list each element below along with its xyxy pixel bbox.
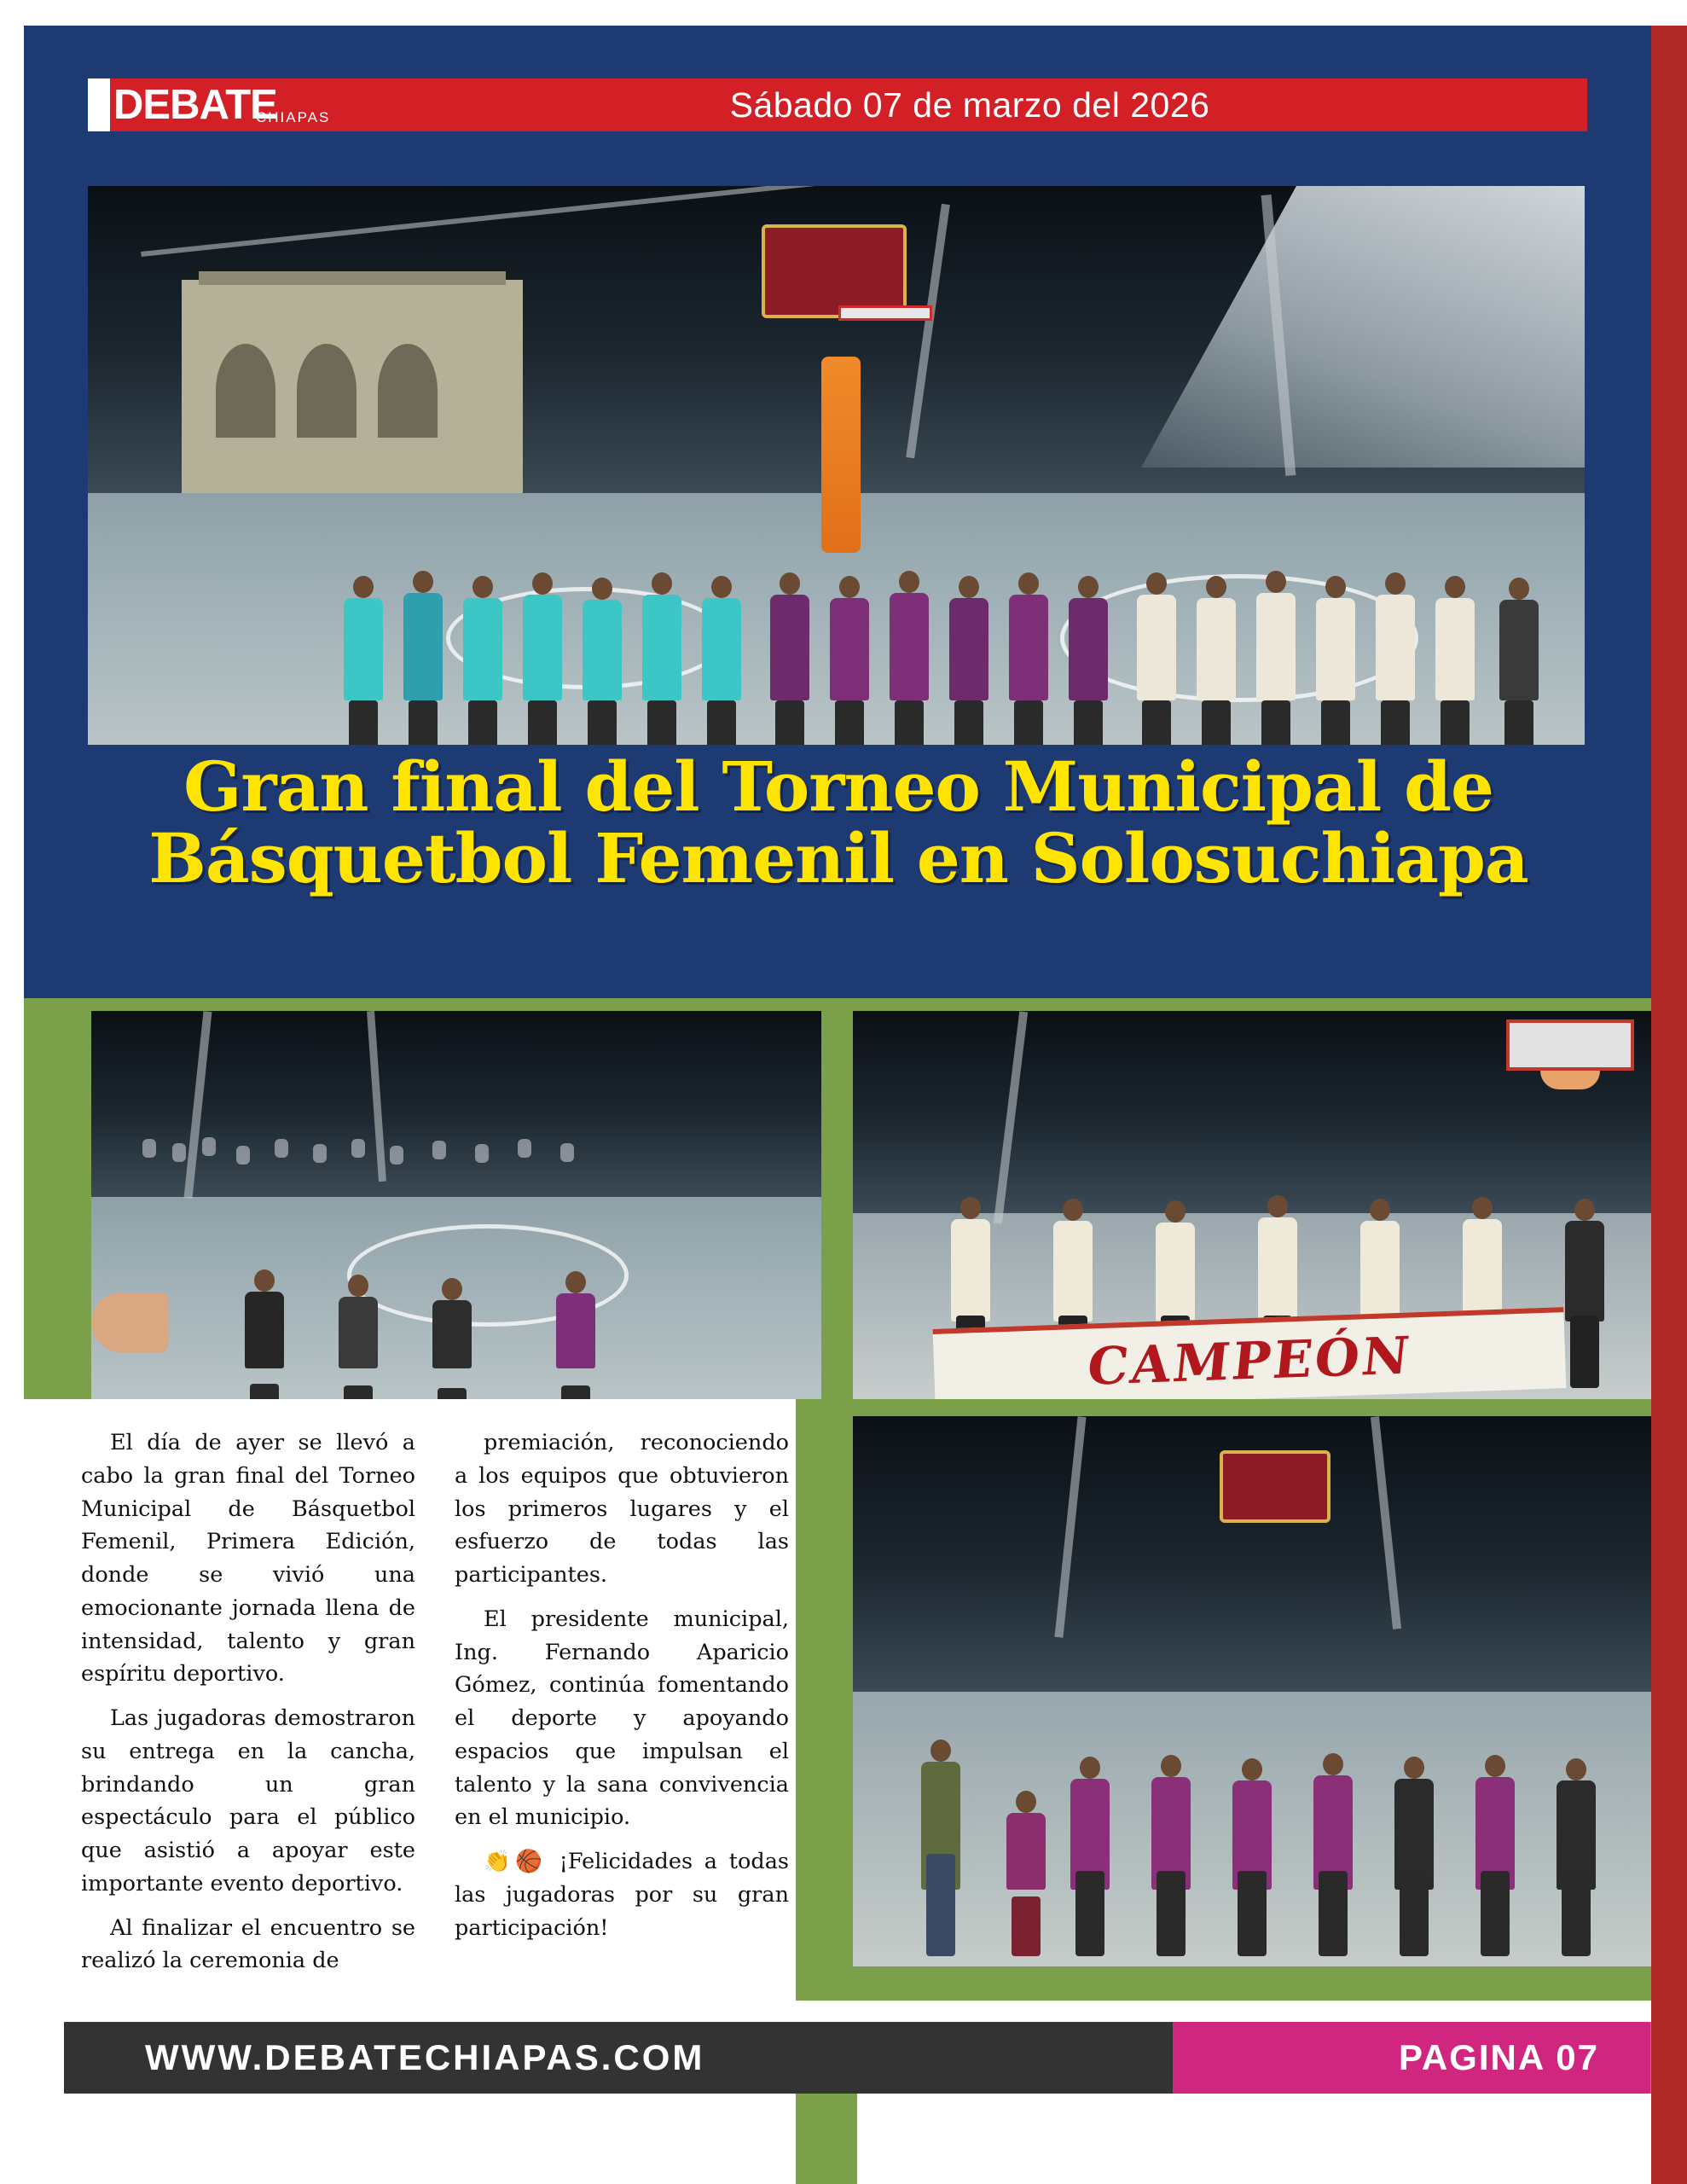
photo2-hand	[91, 1292, 168, 1352]
photo3-rim	[1540, 1071, 1600, 1089]
logo-subtitle: CHIAPAS	[256, 109, 331, 125]
photo-main-court-circle	[1060, 574, 1418, 702]
photo-main-player	[949, 598, 988, 700]
photo3-backboard	[1506, 1019, 1634, 1071]
photo-main-player	[1069, 598, 1108, 700]
photo4-scoreboard	[1220, 1450, 1330, 1523]
photo-main-arch	[216, 344, 275, 438]
photo2-player	[556, 1293, 595, 1368]
photo4-player	[1394, 1779, 1434, 1890]
photo4-player	[1475, 1777, 1515, 1890]
article-paragraph: 👏🏀 ¡Felicidades a todas las jugadoras por su gran participación!	[455, 1849, 789, 1941]
photo3-player	[1156, 1223, 1195, 1321]
photo4-player	[1070, 1779, 1110, 1890]
photo2-player	[432, 1300, 472, 1368]
left-margin	[0, 0, 24, 2184]
article-column-2	[455, 1426, 789, 1972]
headline-line-1: Gran final del Torneo Municipal de	[183, 746, 1493, 827]
date-text: Sábado 07 de marzo del 2026	[729, 84, 1210, 125]
article-body	[81, 1426, 789, 1972]
headline-line-2: Básquetbol Femenil en Solosuchiapa	[148, 818, 1528, 898]
photo4-player	[1232, 1780, 1272, 1890]
photo-main-player	[1009, 595, 1048, 700]
photo3-player	[1053, 1221, 1093, 1321]
photo3-player	[1565, 1221, 1604, 1321]
article-paragraph: El día de ayer se llevó a cabo la gran final del Torneo Municipal de Básquetbol Femenil, Primera Edición, donde se vivió una emocionante jornada llena de intensidad, talento y gran espíritu deportivo.	[81, 1430, 415, 1687]
photo-main-scoreboard	[762, 224, 907, 318]
photo-teams-with-president	[853, 1416, 1651, 1966]
photo-main-player	[770, 595, 809, 700]
photo-main-player	[1499, 600, 1539, 700]
photo-main-player	[1256, 593, 1296, 700]
article-paragraph: premiación, reconociendo a los equipos que obtuvieron los primeros lugares y el esfuerzo de todas las participantes.	[455, 1430, 789, 1588]
photo-main-player	[1197, 598, 1236, 700]
right-red-bar	[1651, 0, 1687, 2184]
photo-main-player	[523, 595, 562, 700]
article-paragraph: Al finalizar el encuentro se realizó la ceremonia de	[81, 1914, 415, 1974]
article-paragraph: El presidente municipal, Ing. Fernando Aparicio Gómez, continúa fomentando el deporte y apoyando espacios que impulsan el talento y la sana convivencia en el municipio.	[455, 1606, 789, 1831]
photo4-player	[1151, 1777, 1191, 1890]
footer-green-strip	[796, 2094, 857, 2184]
photo-main-arch	[378, 344, 438, 438]
date-bar	[352, 78, 1587, 131]
right-bar-top-gap	[1651, 0, 1687, 26]
photo-main-player	[890, 593, 929, 700]
champion-banner-text: CAMPEÓN	[1084, 1325, 1415, 1397]
footer-website-url: WWW.DEBATECHIAPAS.COM	[145, 2037, 705, 2077]
photo3-player	[1360, 1221, 1400, 1321]
footer-page-number: PAGINA 07	[1398, 2037, 1599, 2077]
photo-main-player	[463, 598, 502, 700]
logo-accent-square	[88, 78, 110, 131]
photo-main-player	[830, 598, 869, 700]
article-paragraph: Las jugadoras demostraron su entrega en la cancha, brindando un gran espectáculo para el público que asistió a apoyar este importante evento deportivo.	[81, 1705, 415, 1896]
logo-text: DEBATE	[113, 82, 277, 128]
photo-main-roof-edge	[199, 271, 506, 285]
photo4-player	[1313, 1775, 1353, 1890]
photo-main-player	[1316, 598, 1355, 700]
masthead	[24, 43, 1651, 128]
article-column-1	[81, 1426, 415, 1972]
photo-champion-team	[853, 1011, 1651, 1399]
photo2-player	[339, 1297, 378, 1368]
photo-main-teams	[88, 186, 1585, 745]
photo-main-hoop	[838, 305, 932, 321]
photo-main-player	[702, 598, 741, 700]
footer-gap	[24, 2001, 1651, 2022]
photo-main-player	[642, 595, 681, 700]
photo-game-action	[91, 1011, 821, 1399]
photo4-child	[1006, 1813, 1046, 1890]
footer-url-bar[interactable]	[64, 2022, 1173, 2094]
photo-main-player	[583, 600, 622, 700]
photo-main-player	[1376, 595, 1415, 700]
photo4-player	[1557, 1780, 1596, 1890]
photo-main-player	[403, 593, 443, 700]
photo3-player	[951, 1219, 990, 1321]
photo3-player	[1463, 1219, 1502, 1321]
photo3-player	[1258, 1217, 1297, 1321]
photo-main-pillar	[821, 357, 861, 553]
photo-main-player	[1435, 598, 1475, 700]
page-headline	[58, 746, 1619, 898]
photo-main-player	[1137, 595, 1176, 700]
photo2-player	[245, 1292, 284, 1368]
photo-main-arch	[297, 344, 357, 438]
photo-main-player	[344, 598, 383, 700]
hero-block	[24, 26, 1651, 998]
photo4-person-president	[921, 1762, 960, 1890]
footer-page-bar	[1173, 2022, 1650, 2094]
